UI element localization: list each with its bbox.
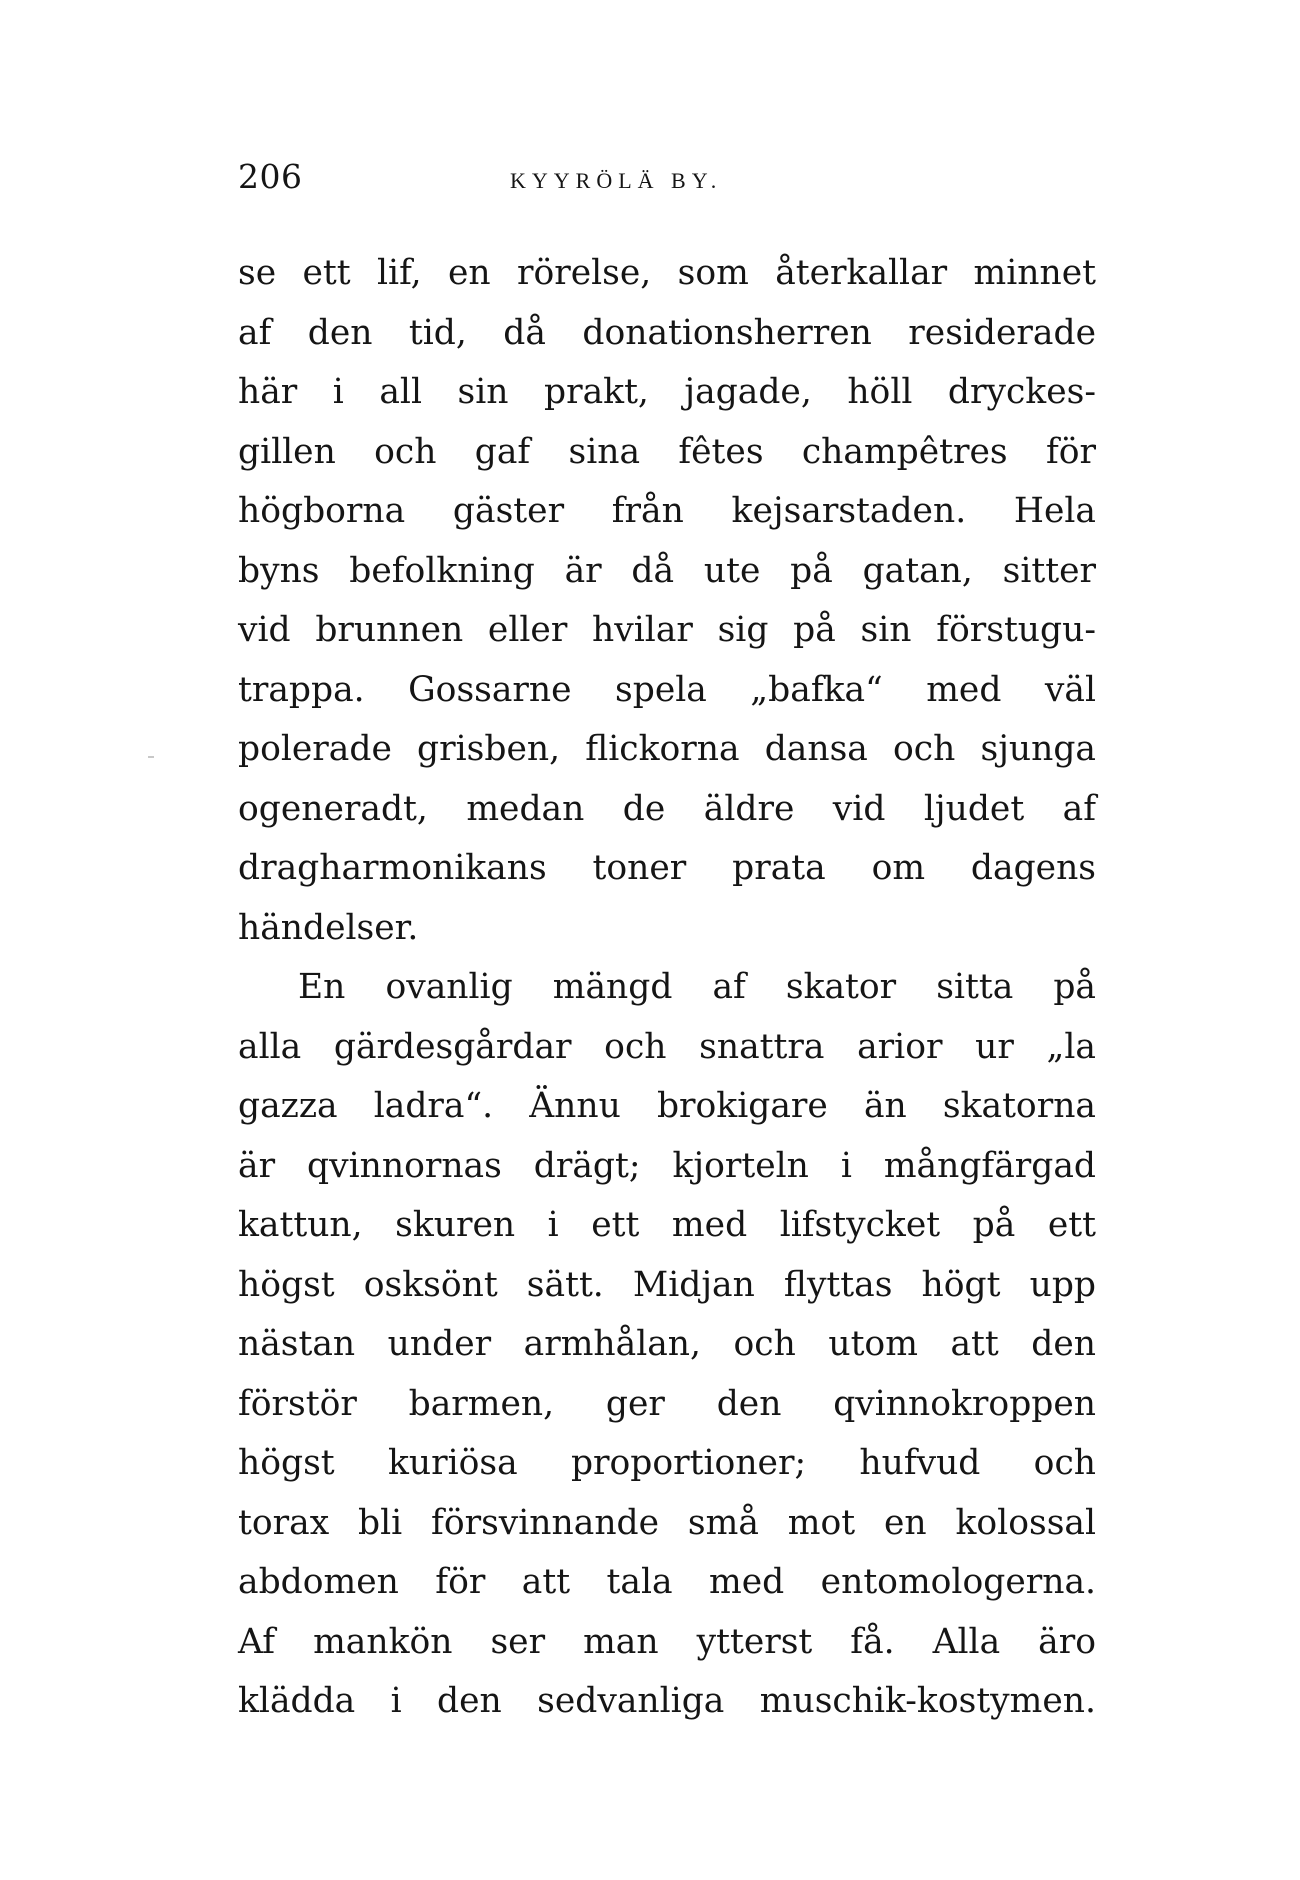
- running-head: [238, 152, 1098, 202]
- text-line: vid brunnen eller hvilar sig på sin förstugu-: [238, 610, 1096, 650]
- text-line: ogeneradt, medan de äldre vid ljudet af: [238, 788, 1096, 829]
- running-title: KYYRÖLÄ BY.: [510, 168, 723, 193]
- text-line: här i all sin prakt, jagade, höll dryckes-: [238, 372, 1096, 412]
- text-line: gillen och gaf sina fêtes champêtres för: [238, 431, 1096, 472]
- text-line: kattun, skuren i ett med lifstycket på ett: [238, 1205, 1096, 1245]
- text-line: högst osksönt sätt. Midjan flyttas högt upp: [238, 1264, 1096, 1305]
- text-line: trappa. Gossarne spela „bafka“ med väl: [238, 669, 1096, 710]
- paragraph-start-line: En ovanlig mängd af skator sitta på: [298, 967, 1096, 1007]
- text-line: nästan under armhålan, och utom att den: [238, 1324, 1096, 1364]
- text-line: polerade grisben, flickorna dansa och sjunga: [238, 729, 1096, 769]
- paragraph-end-line: händelser.: [238, 907, 419, 948]
- text-line: byns befolkning är då ute på gatan, sitter: [238, 550, 1096, 591]
- text-line: förstör barmen, ger den qvinnokroppen: [238, 1383, 1096, 1424]
- margin-mark: [148, 756, 154, 758]
- text-line: högborna gäster från kejsarstaden. Hela: [238, 491, 1096, 531]
- text-line: torax bli försvinnande små mot en kolossal: [238, 1502, 1096, 1543]
- text-line: se ett lif, en rörelse, som återkallar minnet: [238, 253, 1096, 293]
- text-line: abdomen för att tala med entomologerna.: [238, 1562, 1096, 1602]
- text-line: dragharmonikans toner prata om dagens: [238, 848, 1096, 888]
- text-line: Af mankön ser man ytterst få. Alla äro: [238, 1621, 1096, 1662]
- text-line: alla gärdesgårdar och snattra arior ur „la: [238, 1026, 1096, 1067]
- body-text: [238, 244, 1096, 1732]
- text-line: är qvinnornas drägt; kjorteln i mångfärgad: [238, 1145, 1096, 1186]
- page-number: 206: [238, 157, 303, 196]
- text-line: af den tid, då donationsherren residerade: [238, 312, 1096, 353]
- text-line: gazza ladra“. Ännu brokigare än skatorna: [238, 1086, 1096, 1126]
- text-line: klädda i den sedvanliga muschik-kostymen.: [238, 1681, 1096, 1721]
- text-line: högst kuriösa proportioner; hufvud och: [238, 1443, 1096, 1483]
